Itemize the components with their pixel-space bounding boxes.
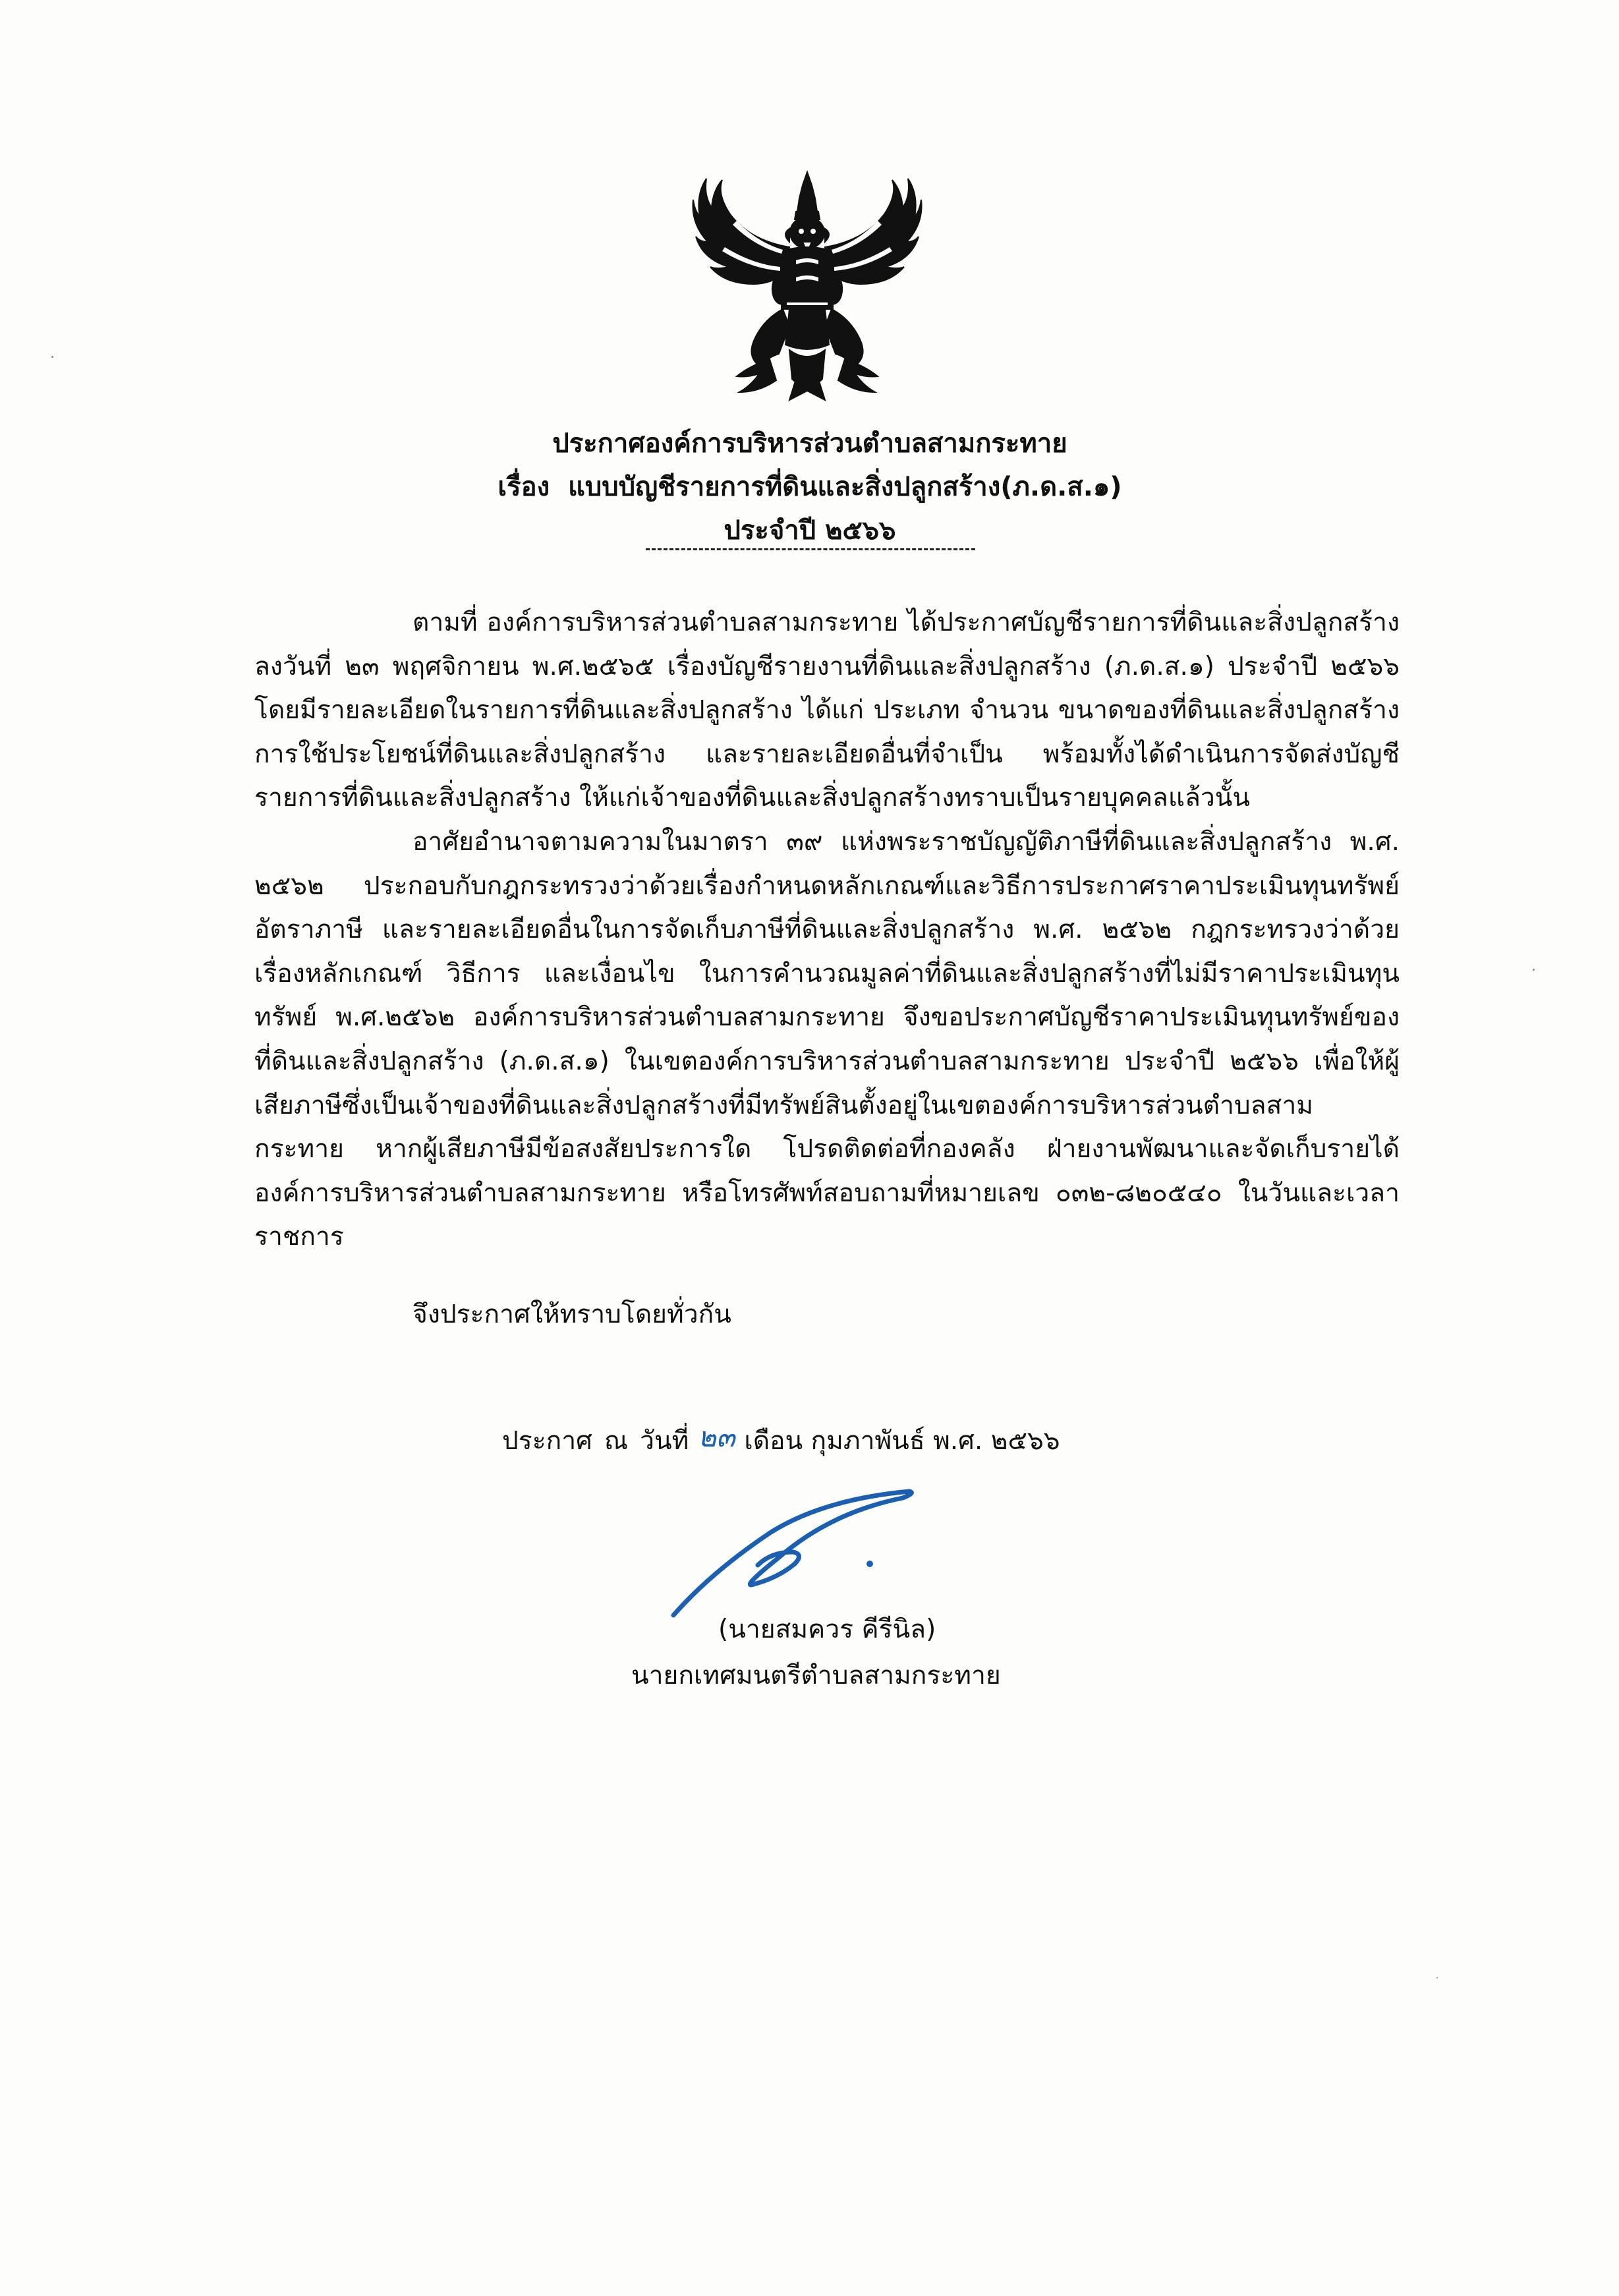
body-line: กระทาย หากผู้เสียภาษีมีข้อสงสัยประการใด โปรดติดต่อที่กองคลัง ฝ่ายงานพัฒนาและจัดเก็บรายได้ bbox=[254, 1134, 1400, 1164]
body-line: ลงวันที่ ๒๓ พฤศจิกายน พ.ศ.๒๕๖๕ เรื่องบัญชีรายงานที่ดินและสิ่งปลูกสร้าง (ภ.ด.ส.๑) ประจำปี ๒๕๖๖ bbox=[254, 651, 1400, 681]
body-line: เสียภาษีซึ่งเป็นเจ้าของที่ดินและสิ่งปลูกสร้างที่มีทรัพย์สินตั้งอยู่ในเขตองค์การบริหารส่วนตำบลสาม bbox=[254, 1090, 1313, 1120]
date-at: ณ bbox=[604, 1426, 629, 1456]
date-month: กุมภาพันธ์ bbox=[810, 1426, 925, 1456]
signer-name: (นายสมควร คีรีนิล) bbox=[718, 1615, 936, 1644]
body-line: ที่ดินและสิ่งปลูกสร้าง (ภ.ด.ส.๑) ในเขตองค์การบริหารส่วนตำบลสามกระทาย ประจำปี ๒๕๖๖ เพื่อให้ผู้ bbox=[254, 1046, 1400, 1076]
closing-statement: จึงประกาศให้ทราบโดยทั่วกัน bbox=[412, 1300, 731, 1329]
date-year: ๒๕๖๖ bbox=[990, 1426, 1060, 1456]
body-line: องค์การบริหารส่วนตำบลสามกระทาย หรือโทรศัพท์สอบถามที่หมายเลข ๐๓๒-๘๒๐๕๔๐ ในวันและเวลา bbox=[254, 1178, 1400, 1208]
announcement-header bbox=[264, 422, 1356, 552]
date-month-label: เดือน bbox=[744, 1426, 803, 1456]
paragraph-1 bbox=[254, 601, 1400, 820]
signature-mark bbox=[666, 1486, 929, 1624]
body-line: การใช้ประโยชน์ที่ดินและสิ่งปลูกสร้าง และรายละเอียดอื่นที่จำเป็น พร้อมทั้งได้ดำเนินการจัดส่งบัญชี bbox=[254, 739, 1400, 769]
date-day-label: วันที่ bbox=[640, 1426, 689, 1456]
date-day-handwritten: ๒๓ bbox=[698, 1421, 735, 1453]
body-line: ตามที่ องค์การบริหารส่วนตำบลสามกระทาย ได้ประกาศบัญชีรายการที่ดินและสิ่งปลูกสร้าง bbox=[412, 608, 1400, 637]
scan-speck bbox=[51, 356, 53, 358]
body-line: อาศัยอำนาจตามความในมาตรา ๓๙ แห่งพระราชบัญญัติภาษีที่ดินและสิ่งปลูกสร้าง พ.ศ. bbox=[412, 826, 1400, 857]
body-line: รายการที่ดินและสิ่งปลูกสร้าง ให้แก่เจ้าของที่ดินและสิ่งปลูกสร้างทราบเป็นรายบุคคลแล้วนั้น bbox=[254, 783, 1251, 813]
header-divider bbox=[646, 548, 975, 550]
announcement-body bbox=[254, 601, 1400, 1259]
garuda-emblem-icon bbox=[691, 168, 924, 403]
body-line: โดยมีรายละเอียดในรายการที่ดินและสิ่งปลูกสร้าง ได้แก่ ประเภท จำนวน ขนาดของที่ดินและสิ่งปลูกสร้าง bbox=[254, 695, 1400, 726]
announcement-title: ประกาศองค์การบริหารส่วนตำบลสามกระทาย bbox=[552, 428, 1067, 459]
body-line: เรื่องหลักเกณฑ์ วิธีการ และเงื่อนไข ในการคำนวณมูลค่าที่ดินและสิ่งปลูกสร้างที่ไม่มีราคาประเมินทุน bbox=[254, 958, 1400, 989]
body-line: ทรัพย์ พ.ศ.๒๕๖๒ องค์การบริหารส่วนตำบลสามกระทาย จึงขอประกาศบัญชีราคาประเมินทุนทรัพย์ของ bbox=[254, 1002, 1400, 1033]
date-prefix: ประกาศ bbox=[502, 1426, 592, 1456]
date-year-label: พ.ศ. bbox=[933, 1426, 983, 1456]
body-line: ราชการ bbox=[254, 1222, 344, 1252]
announcement-subject: แบบบัญชีรายการที่ดินและสิ่งปลูกสร้าง(ภ.ด.ส.๑) bbox=[568, 472, 1122, 502]
subject-label: เรื่อง bbox=[497, 472, 550, 502]
announcement-date bbox=[502, 1418, 1060, 1463]
scan-speck bbox=[1533, 969, 1535, 971]
scan-speck bbox=[1436, 1977, 1438, 1978]
body-line: ๒๕๖๒ ประกอบกับกฎกระทรวงว่าด้วยเรื่องกำหนดหลักเกณฑ์และวิธีการประกาศราคาประเมินทุนทรัพย์ bbox=[254, 871, 1400, 901]
paragraph-2 bbox=[254, 820, 1400, 1259]
signer-title: นายกเทศมนตรีตำบลสามกระทาย bbox=[631, 1661, 1001, 1690]
announcement-subject-line bbox=[264, 465, 1356, 509]
body-line: อัตราภาษี และรายละเอียดอื่นในการจัดเก็บภาษีที่ดินและสิ่งปลูกสร้าง พ.ศ. ๒๕๖๒ กฎกระทรวงว่าด้วย bbox=[254, 915, 1400, 945]
announcement-year: ประจำปี ๒๕๖๖ bbox=[724, 515, 896, 546]
